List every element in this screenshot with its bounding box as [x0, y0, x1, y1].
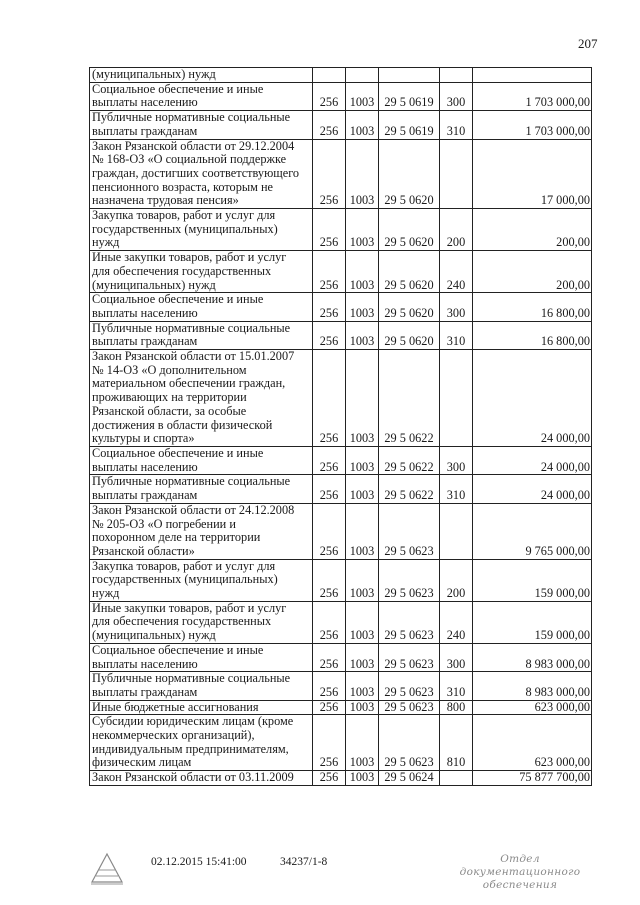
table-row — [90, 715, 592, 771]
row-name-cell: Публичные нормативные социальные выплаты гражданам — [90, 111, 313, 139]
row-type-cell — [440, 68, 473, 83]
row-type-cell: 310 — [440, 321, 473, 349]
row-target-cell: 29 5 0622 — [379, 446, 440, 474]
row-section-cell — [346, 68, 379, 83]
row-type-cell: 810 — [440, 715, 473, 771]
row-section-cell: 1003 — [346, 82, 379, 110]
row-section-cell: 1003 — [346, 715, 379, 771]
row-target-cell: 29 5 0623 — [379, 503, 440, 559]
row-name-cell: Закон Рязанской области от 15.01.2007 № 14-ОЗ «О дополнительном материальном обеспечении граждан, проживающих на территории Рязанской области, за особые достижения в области физической культуры и спорта» — [90, 350, 313, 447]
row-amount-cell: 24 000,00 — [473, 475, 592, 503]
row-name-cell: Закон Рязанской области от 03.11.2009 — [90, 771, 313, 786]
row-target-cell: 29 5 0623 — [379, 700, 440, 715]
table-row — [90, 672, 592, 700]
row-type-cell: 300 — [440, 293, 473, 321]
row-grbs-cell: 256 — [313, 559, 346, 601]
row-target-cell: 29 5 0623 — [379, 715, 440, 771]
row-section-cell: 1003 — [346, 475, 379, 503]
table-row — [90, 293, 592, 321]
row-target-cell: 29 5 0620 — [379, 139, 440, 209]
row-type-cell — [440, 139, 473, 209]
row-name-cell: Социальное обеспечение и иные выплаты населению — [90, 643, 313, 671]
row-grbs-cell: 256 — [313, 251, 346, 293]
row-section-cell: 1003 — [346, 700, 379, 715]
row-amount-cell: 16 800,00 — [473, 321, 592, 349]
row-target-cell: 29 5 0619 — [379, 111, 440, 139]
row-type-cell: 310 — [440, 475, 473, 503]
row-type-cell: 200 — [440, 559, 473, 601]
row-amount-cell: 8 983 000,00 — [473, 643, 592, 671]
table-row — [90, 82, 592, 110]
row-type-cell: 300 — [440, 82, 473, 110]
row-name-cell: Закупка товаров, работ и услуг для государственных (муниципальных) нужд — [90, 559, 313, 601]
row-grbs-cell: 256 — [313, 446, 346, 474]
table-row — [90, 559, 592, 601]
budget-table-body — [90, 68, 592, 786]
row-type-cell — [440, 503, 473, 559]
row-section-cell: 1003 — [346, 446, 379, 474]
table-row — [90, 475, 592, 503]
row-amount-cell: 24 000,00 — [473, 446, 592, 474]
row-target-cell: 29 5 0623 — [379, 643, 440, 671]
row-name-cell: Социальное обеспечение и иные выплаты населению — [90, 82, 313, 110]
row-section-cell: 1003 — [346, 350, 379, 447]
row-section-cell: 1003 — [346, 771, 379, 786]
row-grbs-cell — [313, 68, 346, 83]
footer-doc-number: 34237/1-8 — [280, 856, 328, 868]
row-amount-cell: 8 983 000,00 — [473, 672, 592, 700]
row-type-cell — [440, 350, 473, 447]
row-type-cell: 200 — [440, 209, 473, 251]
footer-stamp-line2: обеспечения — [482, 879, 558, 891]
row-grbs-cell: 256 — [313, 321, 346, 349]
row-name-cell: Закупка товаров, работ и услуг для государственных (муниципальных) нужд — [90, 209, 313, 251]
row-amount-cell: 16 800,00 — [473, 293, 592, 321]
table-row — [90, 350, 592, 447]
row-type-cell: 240 — [440, 251, 473, 293]
row-grbs-cell: 256 — [313, 82, 346, 110]
row-name-cell: Публичные нормативные социальные выплаты гражданам — [90, 321, 313, 349]
row-target-cell: 29 5 0620 — [379, 251, 440, 293]
row-amount-cell: 159 000,00 — [473, 559, 592, 601]
row-grbs-cell: 256 — [313, 475, 346, 503]
row-target-cell: 29 5 0623 — [379, 601, 440, 643]
table-row — [90, 68, 592, 83]
row-target-cell: 29 5 0620 — [379, 321, 440, 349]
row-target-cell: 29 5 0620 — [379, 209, 440, 251]
document-logo-icon — [89, 852, 125, 886]
table-row — [90, 771, 592, 786]
row-name-cell: Социальное обеспечение и иные выплаты населению — [90, 293, 313, 321]
row-amount-cell: 1 703 000,00 — [473, 111, 592, 139]
row-name-cell: Социальное обеспечение и иные выплаты населению — [90, 446, 313, 474]
row-target-cell: 29 5 0619 — [379, 82, 440, 110]
row-amount-cell: 200,00 — [473, 209, 592, 251]
row-name-cell: Публичные нормативные социальные выплаты гражданам — [90, 475, 313, 503]
footer-stamp — [447, 853, 593, 892]
table-row — [90, 503, 592, 559]
row-target-cell — [379, 68, 440, 83]
table-row — [90, 111, 592, 139]
row-type-cell: 240 — [440, 601, 473, 643]
table-row — [90, 700, 592, 715]
row-grbs-cell: 256 — [313, 111, 346, 139]
row-section-cell: 1003 — [346, 251, 379, 293]
table-row — [90, 446, 592, 474]
row-name-cell: Закон Рязанской области от 24.12.2008 № 205-ОЗ «О погребении и похоронном деле на территории Рязанской области» — [90, 503, 313, 559]
row-section-cell: 1003 — [346, 293, 379, 321]
table-row — [90, 251, 592, 293]
table-row — [90, 209, 592, 251]
row-target-cell: 29 5 0624 — [379, 771, 440, 786]
footer-datetime: 02.12.2015 15:41:00 — [151, 856, 247, 868]
row-grbs-cell: 256 — [313, 350, 346, 447]
row-grbs-cell: 256 — [313, 715, 346, 771]
row-target-cell: 29 5 0620 — [379, 293, 440, 321]
row-target-cell: 29 5 0623 — [379, 672, 440, 700]
row-section-cell: 1003 — [346, 139, 379, 209]
row-section-cell: 1003 — [346, 209, 379, 251]
row-amount-cell: 159 000,00 — [473, 601, 592, 643]
budget-table — [89, 67, 592, 786]
row-name-cell: Иные закупки товаров, работ и услуг для обеспечения государственных (муниципальных) нужд — [90, 601, 313, 643]
row-amount-cell: 17 000,00 — [473, 139, 592, 209]
row-grbs-cell: 256 — [313, 643, 346, 671]
row-section-cell: 1003 — [346, 111, 379, 139]
page-number: 207 — [578, 36, 598, 51]
row-amount-cell: 623 000,00 — [473, 700, 592, 715]
row-name-cell: Закон Рязанской области от 29.12.2004 № 168-ОЗ «О социальной поддержке граждан, достигших соответствующего пенсионного возраста, которым не назначена трудовая пенсия» — [90, 139, 313, 209]
row-grbs-cell: 256 — [313, 601, 346, 643]
row-section-cell: 1003 — [346, 321, 379, 349]
row-amount-cell: 623 000,00 — [473, 715, 592, 771]
row-name-cell: Субсидии юридическим лицам (кроме некоммерческих организаций), индивидуальным предпринимателям, физическим лицам — [90, 715, 313, 771]
row-grbs-cell: 256 — [313, 771, 346, 786]
table-row — [90, 643, 592, 671]
row-type-cell: 300 — [440, 643, 473, 671]
row-amount-cell: 1 703 000,00 — [473, 82, 592, 110]
row-name-cell: (муниципальных) нужд — [90, 68, 313, 83]
row-amount-cell — [473, 68, 592, 83]
row-name-cell: Иные закупки товаров, работ и услуг для обеспечения государственных (муниципальных) нужд — [90, 251, 313, 293]
row-section-cell: 1003 — [346, 672, 379, 700]
row-grbs-cell: 256 — [313, 700, 346, 715]
table-row — [90, 321, 592, 349]
row-section-cell: 1003 — [346, 559, 379, 601]
footer-stamp-line1: Отдел документационного — [459, 853, 581, 878]
row-type-cell — [440, 771, 473, 786]
row-amount-cell: 9 765 000,00 — [473, 503, 592, 559]
row-name-cell: Иные бюджетные ассигнования — [90, 700, 313, 715]
row-type-cell: 300 — [440, 446, 473, 474]
row-name-cell: Публичные нормативные социальные выплаты гражданам — [90, 672, 313, 700]
row-grbs-cell: 256 — [313, 503, 346, 559]
row-grbs-cell: 256 — [313, 672, 346, 700]
row-grbs-cell: 256 — [313, 293, 346, 321]
row-target-cell: 29 5 0622 — [379, 350, 440, 447]
row-type-cell: 310 — [440, 672, 473, 700]
row-amount-cell: 200,00 — [473, 251, 592, 293]
row-target-cell: 29 5 0623 — [379, 559, 440, 601]
row-target-cell: 29 5 0622 — [379, 475, 440, 503]
row-section-cell: 1003 — [346, 503, 379, 559]
table-row — [90, 601, 592, 643]
row-section-cell: 1003 — [346, 643, 379, 671]
row-type-cell: 310 — [440, 111, 473, 139]
row-grbs-cell: 256 — [313, 139, 346, 209]
row-type-cell: 800 — [440, 700, 473, 715]
row-amount-cell: 75 877 700,00 — [473, 771, 592, 786]
table-row — [90, 139, 592, 209]
row-grbs-cell: 256 — [313, 209, 346, 251]
row-section-cell: 1003 — [346, 601, 379, 643]
row-amount-cell: 24 000,00 — [473, 350, 592, 447]
